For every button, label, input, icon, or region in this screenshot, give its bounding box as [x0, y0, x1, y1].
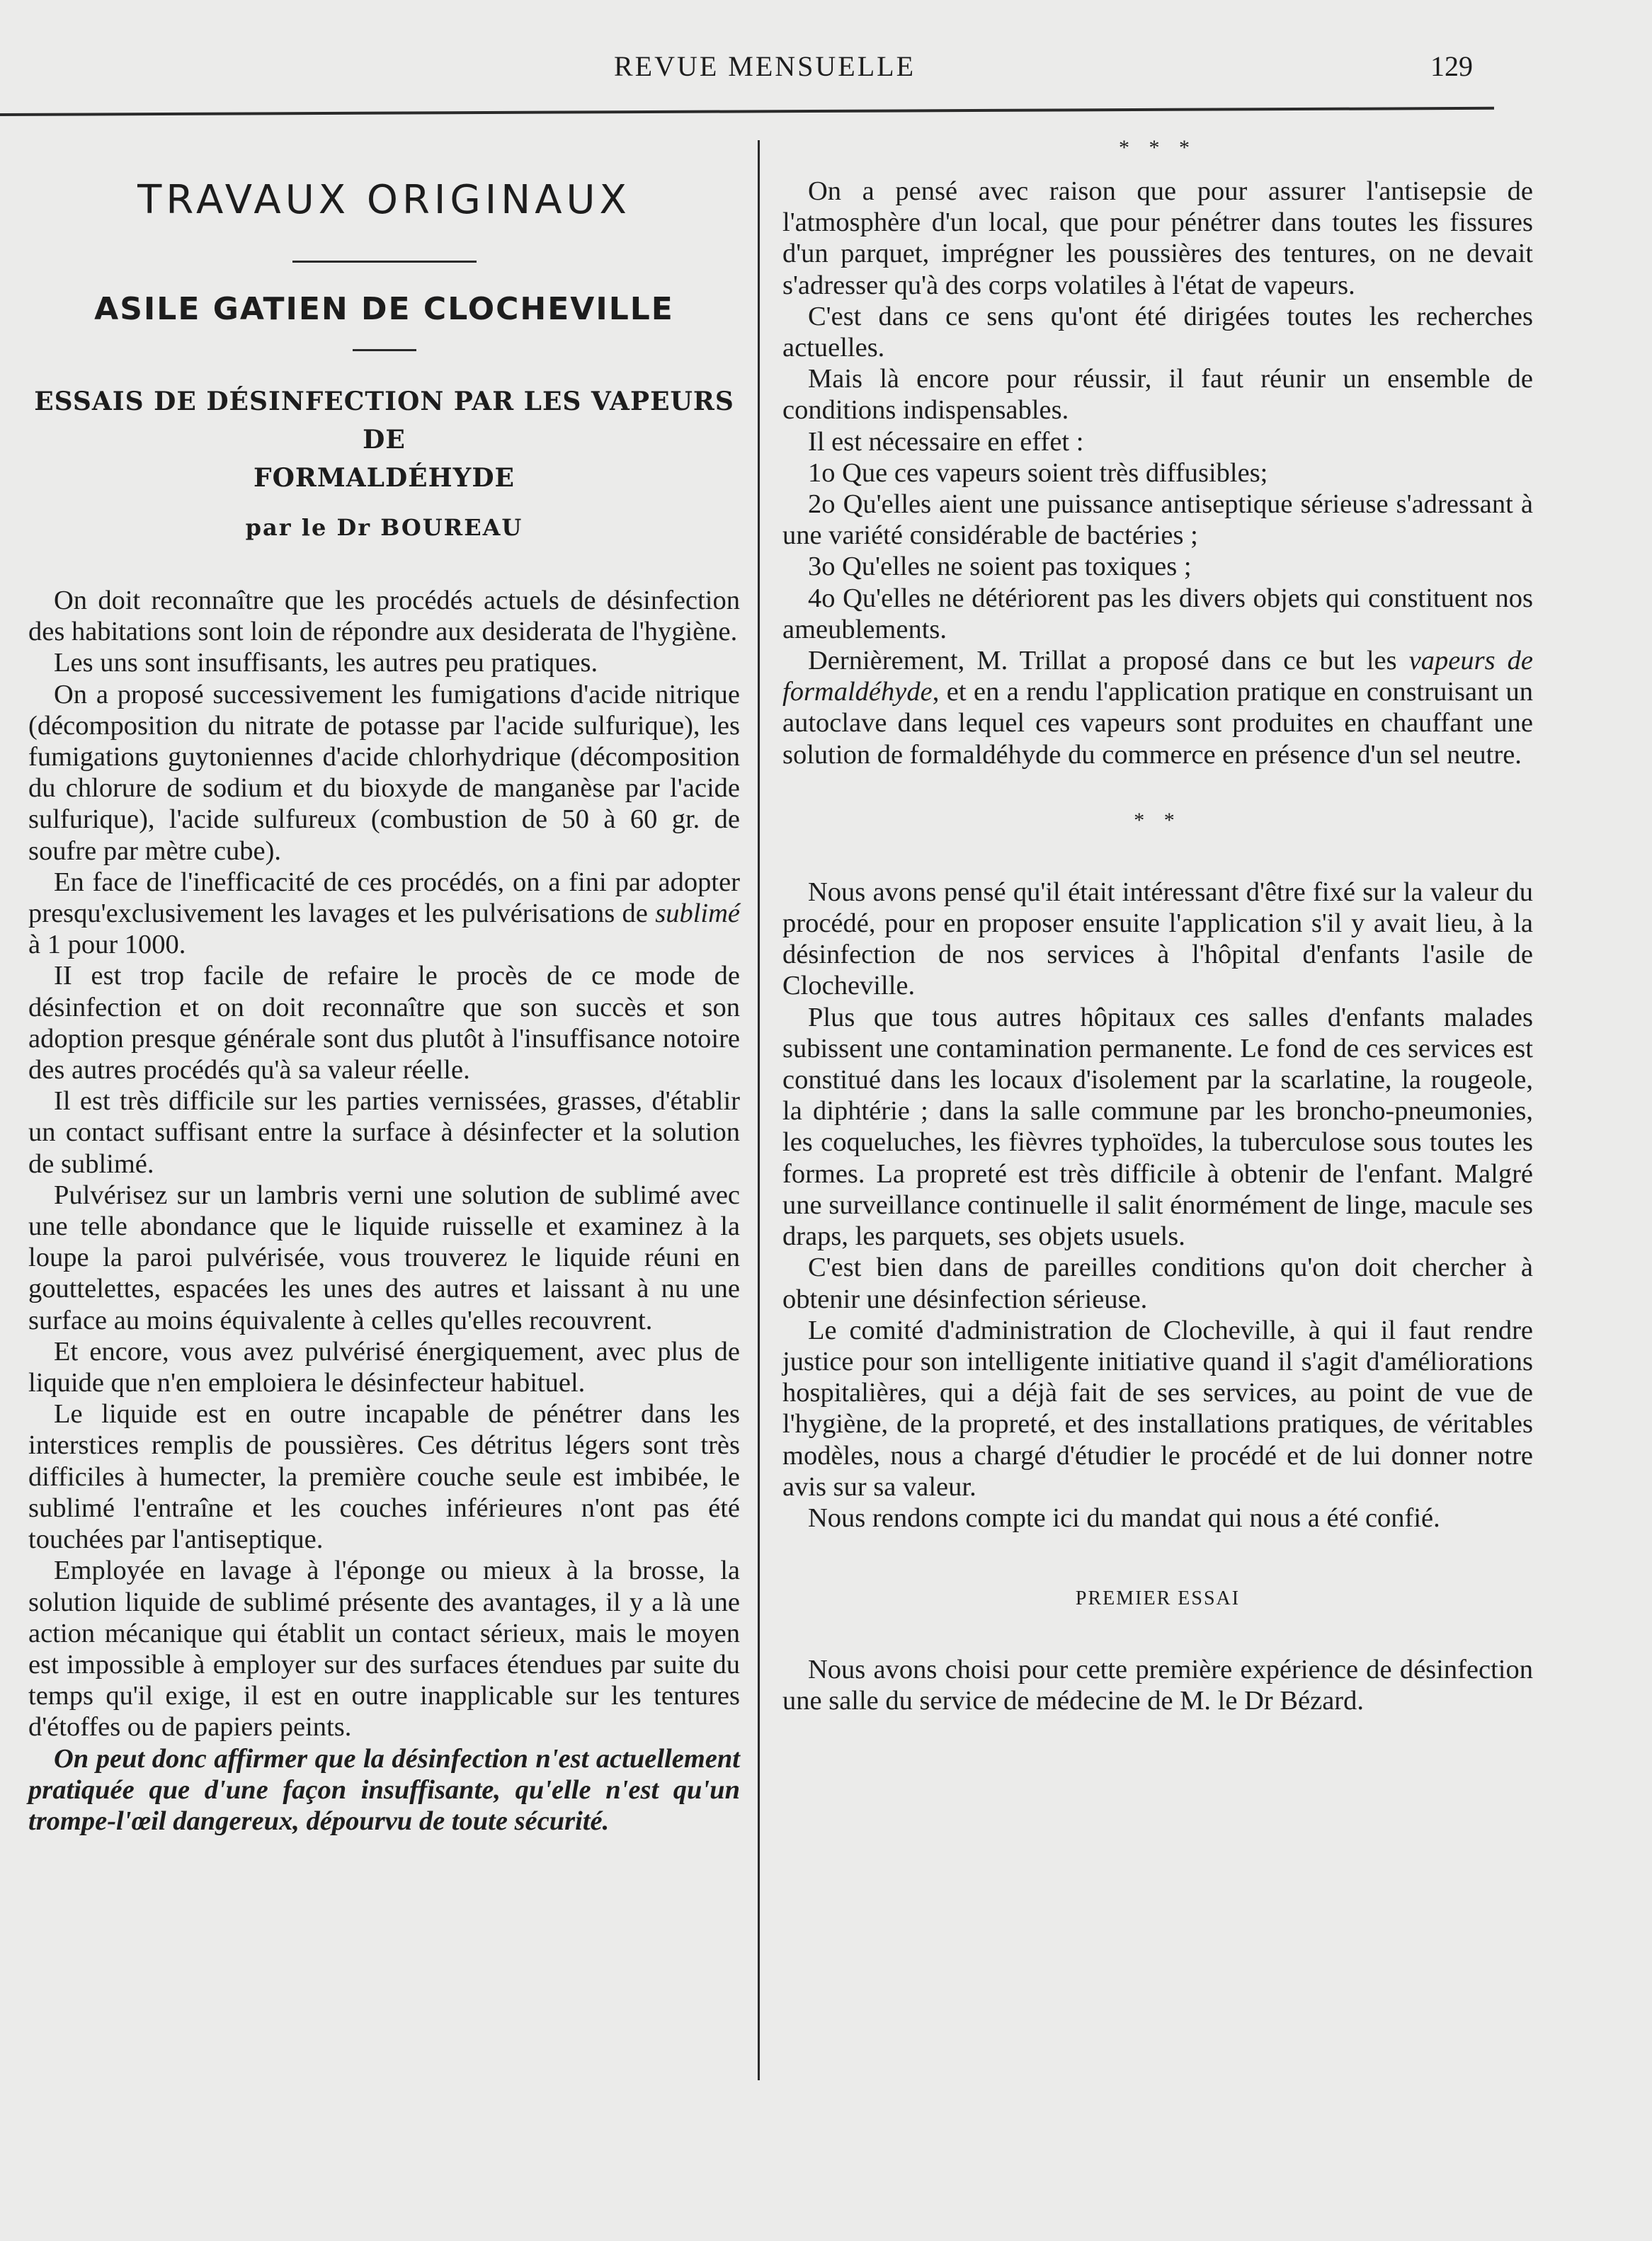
paragraph-text: En face de l'inefficacité de ces procédés, on a fini par adopter presqu'exclusivement les lavages et les pulvérisations de	[28, 867, 740, 929]
paragraph: Le comité d'administration de Clocheville, à qui il faut rendre justice pour son intelligente initiative quand il s'agit d'améliorations hospitalières, qui a déjà fait de ses services, au point de vue de l'hygiène, de la propreté, et des installations pratiques, de véritables modèles, nous a chargé d'étudier le procédé et de lui donner notre avis sur sa valeur.	[782, 1315, 1533, 1502]
article-title	[28, 382, 740, 497]
asterism-ornament: * * *	[1119, 136, 1197, 159]
article-title-line: FORMALDÉHYDE	[254, 463, 515, 493]
condition-item: 1o Que ces vapeurs soient très diffusibles;	[808, 457, 1268, 488]
paragraph-text: , et en a rendu l'application pratique en construisant un autoclave dans lequel ces vapeurs sont produites en chauffant une solution de formaldéhyde du commerce en présence d'un sel neutre.	[782, 677, 1533, 770]
running-head	[0, 50, 1652, 92]
emphasis-text: sublimé	[655, 899, 740, 929]
condition-item: 4o Qu'elles ne détériorent pas les divers objets qui constituent nos ameublements.	[782, 583, 1533, 644]
paragraph: Il est très difficile sur les parties vernissées, grasses, d'établir un contact suffisant entre la surface à désinfecter et la solution de sublimé.	[28, 1086, 740, 1179]
paragraph: Pulvérisez sur un lambris verni une solution de sublimé avec une telle abondance que le liquide ruisselle et examinez à la loupe la paroi pulvérisée, vous trouverez le liquide réuni en gouttelettes, espacées les unes des autres et laissant à nu une surface au moins équivalente à celles qu'elles recouvrent.	[28, 1180, 740, 1335]
paragraph: Employée en lavage à l'éponge ou mieux à la brosse, la solution liquide de sublimé présente des avantages, il y a là une action mécanique qui établit un contact sérieux, mais le moyen est impossible à employer sur des surfaces étendues par suite du temps qu'il exige, il est en outre inapplicable sur les tentures d'étoffes ou de papiers peints.	[28, 1556, 740, 1743]
left-body	[28, 585, 740, 1837]
subheading: PREMIER ESSAI	[1075, 1587, 1241, 1610]
right-column	[782, 135, 1533, 1717]
running-title: REVUE MENSUELLE	[613, 50, 916, 82]
header-rule	[0, 107, 1494, 116]
paragraph: Plus que tous autres hôpitaux ces salles d'enfants malades subissent une contamination permanente. Le fond de ces services est constitué dans les locaux d'isolement par la scarlatine, la rougeole, la diphtérie ; dans la salle commune par les broncho-pneumonies, les coqueluches, les fièvres typhoïdes, la tuberculose sous toutes les formes. La propreté est très difficile à obtenir de l'enfant. Malgré une surveillance continuelle il salit énormément de linge, macule ses draps, les parquets, ses objets usuels.	[782, 1002, 1533, 1252]
paragraph	[782, 645, 1533, 770]
paragraph: C'est dans ce sens qu'ont été dirigées toutes les recherches actuelles.	[782, 301, 1533, 363]
paragraph-text: Dernièrement, M. Trillat a proposé dans ce but les	[808, 646, 1409, 676]
paragraph-text: à 1 pour 1000.	[28, 930, 186, 960]
emphasis-text: vapeurs de formaldéhyde	[782, 646, 1533, 707]
section-rule	[292, 261, 477, 263]
column-divider	[758, 140, 760, 2080]
byline: par le Dr BOUREAU	[245, 514, 523, 541]
paragraph: On a pensé avec raison que pour assurer l'antisepsie de l'atmosphère d'un local, que pour pénétrer dans toutes les fissures d'un parquet, imprégner les poussières des tentures, on ne devait s'adresser qu'à des corps volatiles à l'état de vapeurs.	[782, 176, 1533, 300]
paragraph: Les uns sont insuffisants, les autres peu pratiques.	[54, 648, 598, 678]
paragraph: Il est nécessaire en effet :	[808, 426, 1084, 457]
paragraph: Nous rendons compte ici du mandat qui nous a été confié.	[808, 1502, 1440, 1533]
paragraph: Le liquide est en outre incapable de pénétrer dans les interstices remplis de poussières. Ces détritus légers sont très difficiles à humecter, la première couche seule est imbibée, le sublimé l'entraîne et les couches inférieures n'ont pas été touchées par l'antiseptique.	[28, 1399, 740, 1555]
article-title-line: ESSAIS DE DÉSINFECTION PAR LES VAPEURS DE	[34, 387, 734, 455]
paragraph: Nous avons choisi pour cette première expérience de désinfection une salle du service de médecine de M. le Dr Bézard.	[782, 1655, 1533, 1716]
left-column	[28, 163, 740, 1837]
conclusion-paragraph: On peut donc affirmer que la désinfection n'est actuellement pratiquée que d'une façon insuffisante, qu'elle n'est qu'un trompe-l'œil dangereux, dépourvu de toute sécurité.	[28, 1743, 740, 1836]
section-title: TRAVAUX ORIGINAUX	[137, 177, 631, 223]
right-body-a	[782, 176, 1533, 770]
institution-rule	[353, 349, 416, 351]
paragraph: On a proposé successivement les fumigations d'acide nitrique (décomposition du nitrate de potasse par l'acide sulfurique), les fumigations guytoniennes d'acide chlorhydrique (décomposition du chlorure de sodium et du bioxyde de manganèse par l'acide sulfurique), l'acide sulfureux (combustion de 50 à 60 gr. de soufre par mètre cube).	[28, 679, 740, 866]
right-body-b	[782, 877, 1533, 1534]
paragraph	[28, 867, 740, 961]
paragraph: Et encore, vous avez pulvérisé énergiquement, avec plus de liquide que n'en emploiera le désinfecteur habituel.	[28, 1336, 740, 1398]
paragraph: II est trop facile de refaire le procès de ce mode de désinfection et on doit reconnaître que son succès et son adoption presque générale sont dus plutôt à l'insuffisance notoire des autres procédés qu'à sa valeur réelle.	[28, 961, 740, 1085]
condition-item: 2o Qu'elles aient une puissance antiseptique sérieuse s'adressant à une variété considérable de bactéries ;	[782, 489, 1533, 551]
asterism-ornament: * *	[1134, 808, 1182, 832]
right-body-c	[782, 1654, 1533, 1716]
condition-item: 3o Qu'elles ne soient pas toxiques ;	[808, 552, 1192, 582]
paragraph: Mais là encore pour réussir, il faut réunir un ensemble de conditions indispensables.	[782, 364, 1533, 426]
paragraph: Nous avons pensé qu'il était intéressant d'être fixé sur la valeur du procédé, pour en proposer ensuite l'application s'il y avait lieu, à la désinfection de nos services à l'hôpital d'enfants l'asile de Clocheville.	[782, 877, 1533, 1001]
paragraph: C'est bien dans de pareilles conditions qu'on doit chercher à obtenir une désinfection sérieuse.	[782, 1253, 1533, 1314]
paragraph: On doit reconnaître que les procédés actuels de désinfection des habitations sont loin de répondre aux desiderata de l'hygiène.	[28, 586, 740, 647]
page-number: 129	[1430, 50, 1473, 82]
institution-heading: ASILE GATIEN DE CLOCHEVILLE	[94, 291, 674, 327]
